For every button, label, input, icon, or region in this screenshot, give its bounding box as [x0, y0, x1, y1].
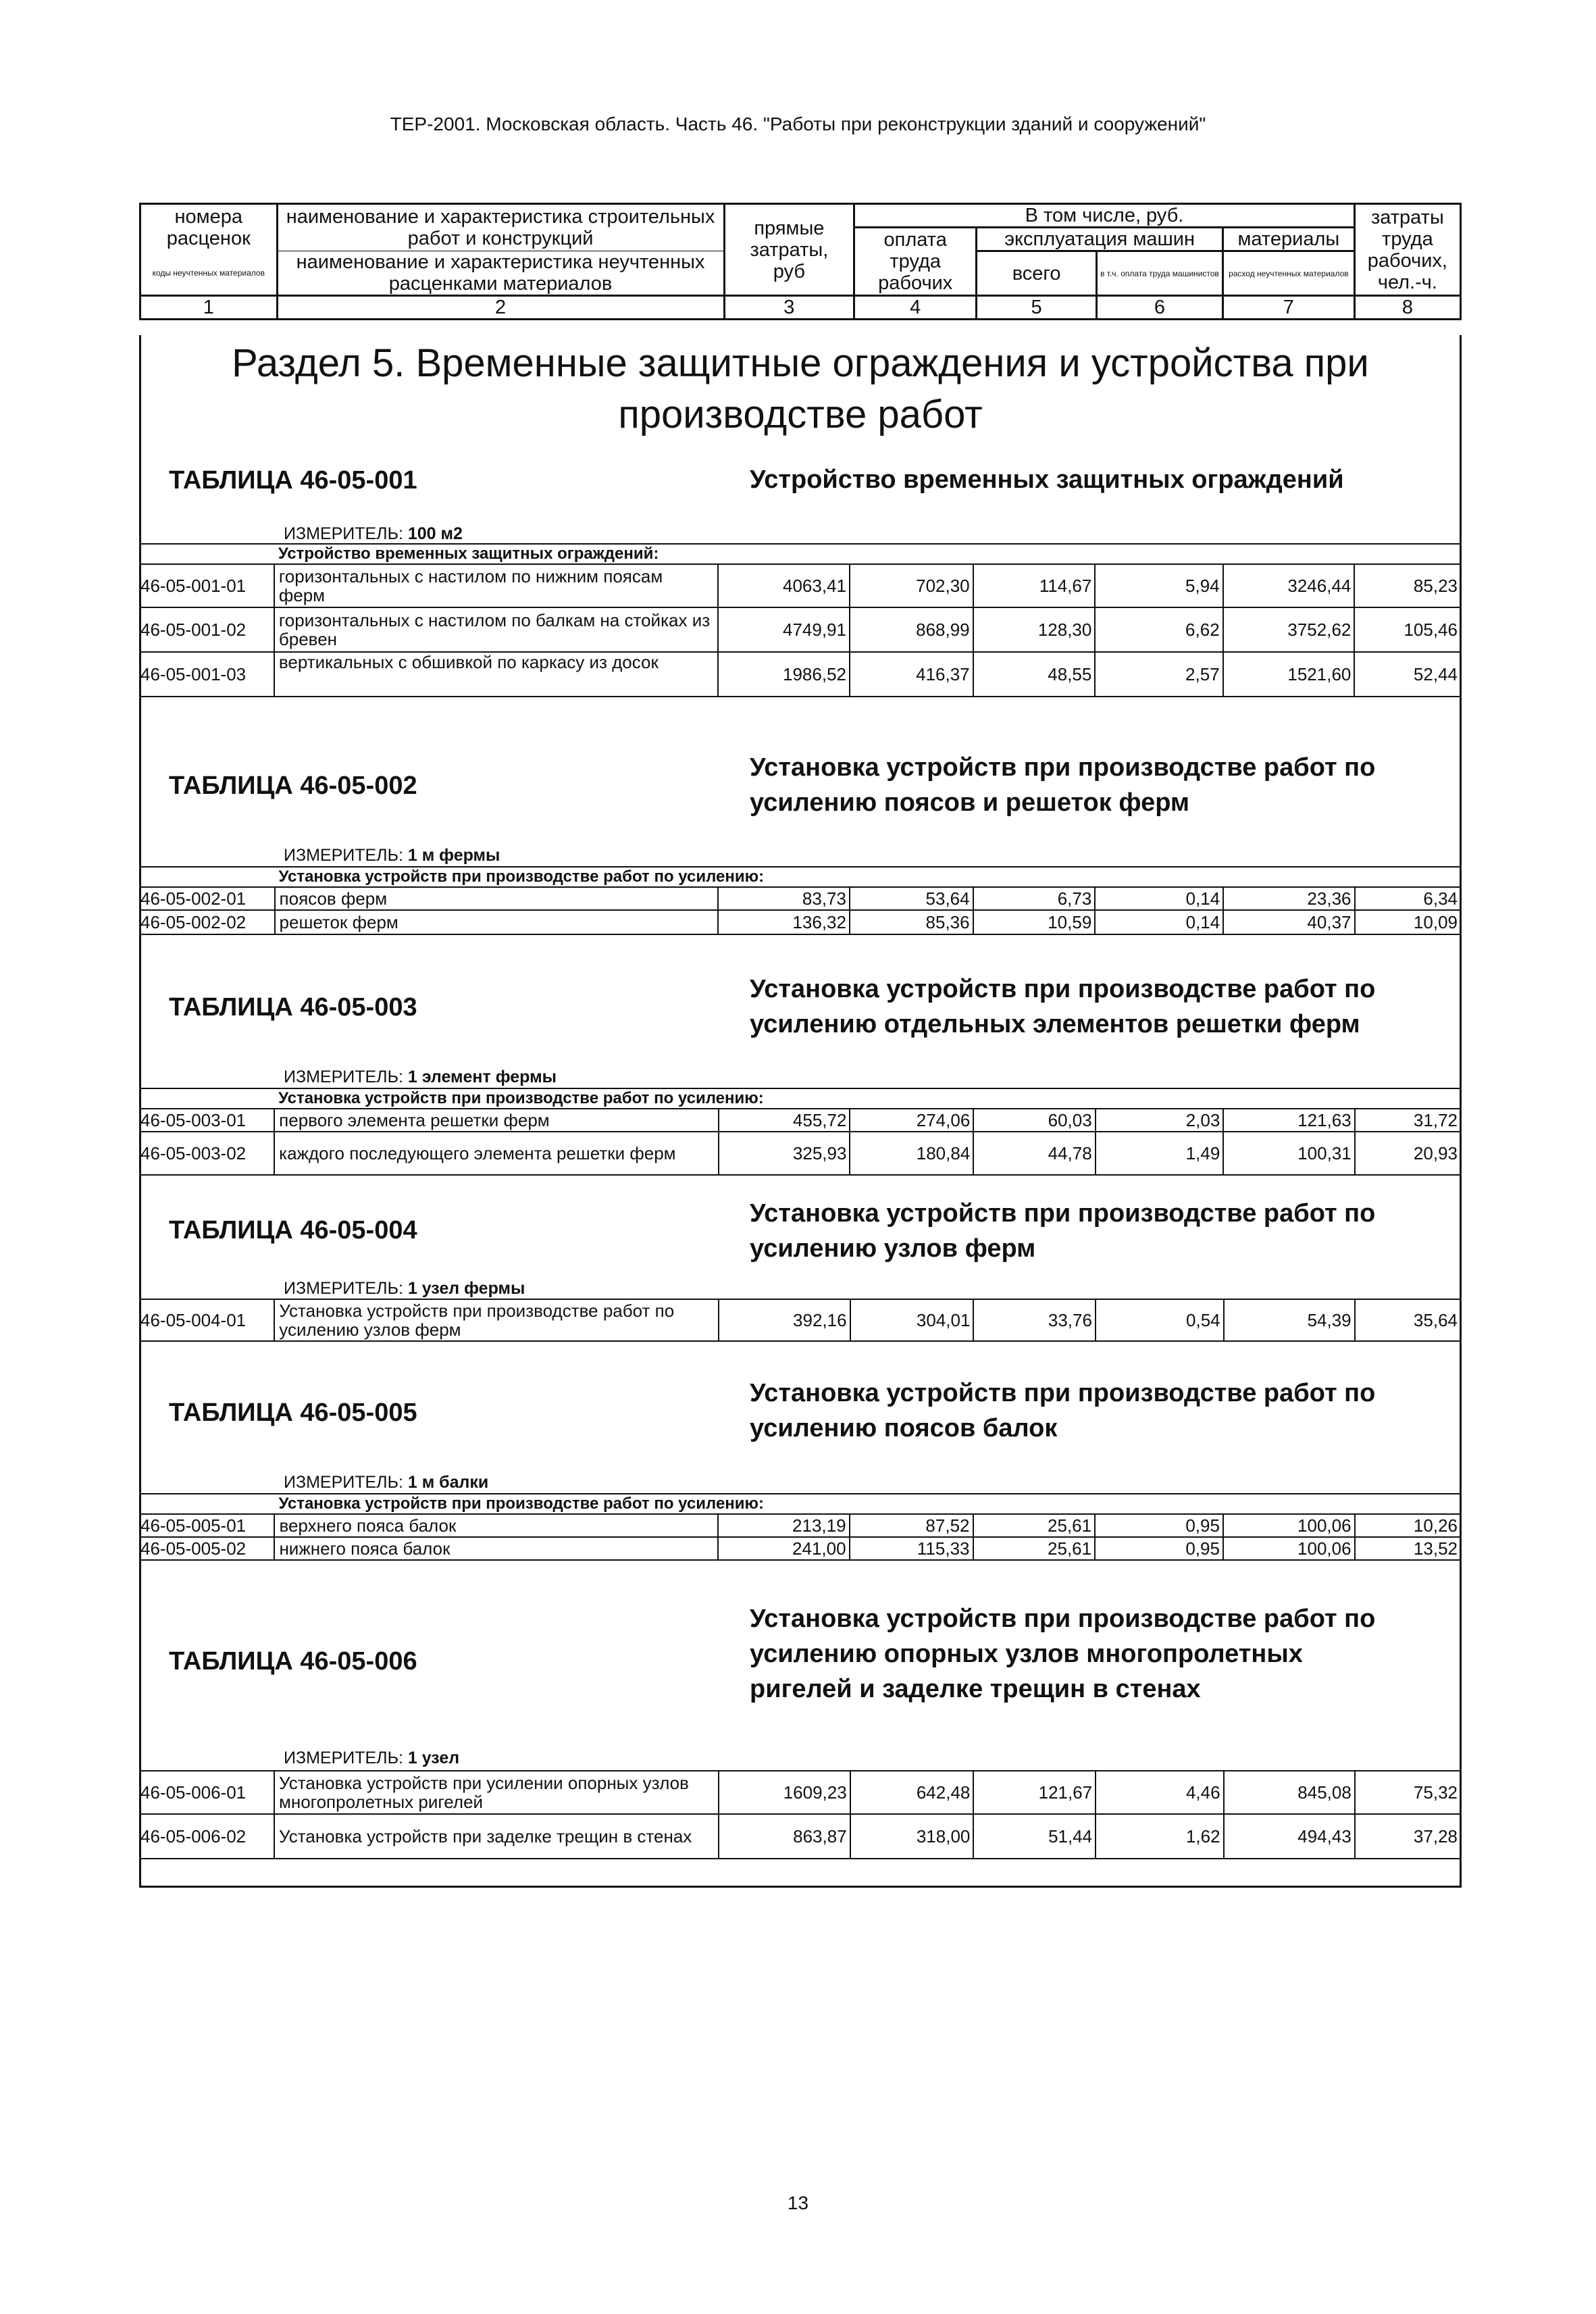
- col4-label-b: труда: [890, 251, 942, 272]
- rate-code: 46-05-001-03: [140, 652, 274, 697]
- labor-pay: 87,52: [850, 1514, 973, 1537]
- materials-header: материалы: [1222, 228, 1354, 251]
- rate-name: Установка устройств при производстве работ по усилению узлов ферм: [274, 1299, 719, 1341]
- column-number: 7: [1222, 296, 1354, 320]
- rate-name: верхнего пояса балок: [274, 1514, 718, 1537]
- machinists-pay: 0,14: [1095, 887, 1223, 910]
- direct-costs: 136,32: [718, 910, 850, 934]
- column-number: 8: [1354, 296, 1460, 320]
- machinists-pay: 4,46: [1096, 1771, 1223, 1814]
- labor-pay: 180,84: [850, 1132, 973, 1175]
- rate-name: первого элемента решетки ферм: [274, 1109, 719, 1132]
- rate-code: 46-05-002-01: [140, 887, 275, 910]
- rates-table: [139, 866, 1462, 935]
- group-title: Устройство временных защитных ограждений:: [274, 544, 1461, 564]
- rate-code: 46-05-006-02: [140, 1814, 274, 1859]
- machines-total: 25,61: [973, 1537, 1096, 1560]
- col2-sub-label-a: наименование и характеристика неучтенных: [296, 251, 705, 273]
- col4-header: [854, 228, 977, 296]
- rate-name: вертикальных с обшивкой по каркасу из досок: [274, 652, 718, 697]
- table-title: [750, 972, 1375, 1042]
- machines-total: 121,67: [973, 1771, 1096, 1814]
- section-title-line2: производстве работ: [618, 393, 983, 436]
- table-title: [750, 1601, 1375, 1707]
- rate-code: 46-05-005-01: [140, 1514, 274, 1537]
- rate-name: Установка устройств при заделке трещин в стенах: [274, 1814, 719, 1859]
- machinists-pay: 0,54: [1096, 1299, 1224, 1341]
- labor-pay: 642,48: [850, 1771, 974, 1814]
- machinists-pay: 5,94: [1095, 564, 1222, 607]
- column-header-table: [139, 203, 1462, 320]
- rate-name: решеток ферм: [275, 910, 719, 934]
- table-title-line: Установка устройств при производстве работ по: [750, 975, 1376, 1003]
- rate-code: 46-05-001-01: [140, 564, 274, 607]
- materials: 100,31: [1223, 1132, 1354, 1175]
- col2-label-b: работ и конструкций: [407, 228, 594, 249]
- machinists-pay: 1,49: [1096, 1132, 1224, 1175]
- machinists-pay: 0,95: [1095, 1514, 1223, 1537]
- materials: 494,43: [1224, 1814, 1355, 1859]
- labor-pay: 416,37: [850, 652, 973, 697]
- machinists-pay: 6,62: [1095, 607, 1222, 652]
- machines-total: 44,78: [973, 1132, 1095, 1175]
- rates-table: [139, 543, 1462, 697]
- table-title-line: Установка устройств при производстве работ по: [750, 1199, 1376, 1228]
- group-spacer: [140, 1088, 274, 1109]
- table-row: [140, 1814, 1461, 1859]
- labor-pay: 274,06: [850, 1109, 973, 1132]
- machines-total: 51,44: [973, 1814, 1096, 1859]
- meter-label: ИЗМЕРИТЕЛЬ:: [284, 1473, 408, 1492]
- col7-header: расход неучтенных материалов: [1222, 251, 1354, 296]
- rate-code: 46-05-003-02: [140, 1132, 274, 1175]
- labor-pay: 53,64: [850, 887, 973, 910]
- labor-pay: 702,30: [850, 564, 973, 607]
- rate-name: горизонтальных с настилом по балкам на стойках из бревен: [274, 607, 718, 652]
- labor-hours: 52,44: [1354, 652, 1461, 697]
- col1-sub-header: коды неучтенных материалов: [140, 251, 278, 296]
- labor-hours: 85,23: [1354, 564, 1461, 607]
- materials: 100,06: [1223, 1537, 1355, 1560]
- column-number: 3: [724, 296, 854, 320]
- table-row: [140, 1771, 1461, 1814]
- rates-table: [139, 1493, 1462, 1561]
- machines-total: 114,67: [973, 564, 1096, 607]
- table-meter: [284, 1067, 557, 1087]
- table-title-line: усилению узлов ферм: [750, 1234, 1036, 1263]
- table-code: ТАБЛИЦА 46-05-005: [169, 1399, 417, 1427]
- section-title: [139, 338, 1462, 441]
- machinists-pay: 0,95: [1095, 1537, 1223, 1560]
- meter-value: 1 м балки: [407, 1473, 489, 1492]
- table-row: [140, 1299, 1461, 1341]
- table-title: [750, 1376, 1375, 1446]
- materials: 121,63: [1223, 1109, 1354, 1132]
- table-title: [750, 1196, 1375, 1266]
- table-meter: [284, 846, 500, 865]
- materials: 1521,60: [1223, 652, 1355, 697]
- col4-label-a: оплата: [883, 229, 947, 251]
- table-row: [140, 607, 1461, 652]
- col8-label-d: чел.-ч.: [1377, 271, 1437, 293]
- table-row: [140, 887, 1461, 910]
- col3-header: [724, 204, 854, 296]
- direct-costs: 241,00: [718, 1537, 850, 1560]
- labor-hours: 35,64: [1355, 1299, 1461, 1341]
- rate-code: 46-05-003-01: [140, 1109, 274, 1132]
- table-title-line: Установка устройств при производстве работ по: [750, 1379, 1376, 1407]
- section-title-line1: Раздел 5. Временные защитные ограждения и устройства при: [232, 341, 1369, 385]
- table-row: [140, 1109, 1461, 1132]
- document-header: ТЕР-2001. Московская область. Часть 46. "Работы при реконструкции зданий и сооружений": [390, 114, 1206, 134]
- rates-table: [139, 1299, 1462, 1342]
- direct-costs: 213,19: [718, 1514, 850, 1537]
- labor-hours: 20,93: [1355, 1132, 1461, 1175]
- direct-costs: 4063,41: [718, 564, 850, 607]
- materials: 100,06: [1223, 1514, 1355, 1537]
- col8-label-c: рабочих,: [1367, 249, 1447, 272]
- table-title-line: усилению отдельных элементов решетки ферм: [750, 1010, 1360, 1038]
- meter-value: 1 узел фермы: [407, 1279, 525, 1298]
- labor-pay: 318,00: [850, 1814, 974, 1859]
- rate-code: 46-05-002-02: [140, 910, 275, 934]
- group-spacer: [140, 867, 275, 887]
- col1-label-b: расценок: [166, 228, 251, 250]
- machines-header: эксплуатация машин: [977, 228, 1223, 251]
- column-number: 2: [277, 296, 724, 320]
- materials: 40,37: [1223, 910, 1354, 934]
- machinists-pay: 0,14: [1095, 910, 1223, 934]
- machinists-pay: 1,62: [1096, 1814, 1223, 1859]
- meter-label: ИЗМЕРИТЕЛЬ:: [284, 524, 408, 543]
- machines-total: 128,30: [973, 607, 1096, 652]
- col2-label-a: наименование и характеристика строительных: [286, 206, 715, 228]
- table-title-line: усилению опорных узлов многопролетных: [750, 1640, 1303, 1668]
- col2-sub-header: [277, 251, 724, 296]
- col2-header: [277, 204, 724, 251]
- direct-costs: 325,93: [719, 1132, 850, 1175]
- table-meter: [284, 1749, 459, 1768]
- col3-label-b: затраты,: [750, 238, 829, 261]
- table-row: [140, 1132, 1461, 1175]
- direct-costs: 1609,23: [719, 1771, 850, 1814]
- labor-hours: 75,32: [1355, 1771, 1461, 1814]
- column-number: 5: [977, 296, 1097, 320]
- col1-header: [140, 204, 278, 251]
- table-row: [140, 910, 1461, 934]
- rate-code: 46-05-006-01: [140, 1771, 274, 1814]
- direct-costs: 4749,91: [718, 607, 850, 652]
- labor-hours: 10,09: [1355, 910, 1462, 934]
- table-title: [750, 750, 1375, 820]
- group-title: Установка устройств при производстве работ по усилению:: [275, 867, 1461, 887]
- table-row: [140, 1537, 1461, 1560]
- materials: 23,36: [1223, 887, 1354, 910]
- labor-pay: 85,36: [850, 910, 973, 934]
- table-title-line: Установка устройств при производстве работ по: [750, 753, 1376, 782]
- rate-name: каждого последующего элемента решетки ферм: [274, 1132, 719, 1175]
- col8-label-b: труда: [1382, 228, 1433, 250]
- machines-total: 33,76: [973, 1299, 1095, 1341]
- materials: 3752,62: [1223, 607, 1355, 652]
- col3-label-a: прямые: [754, 217, 825, 239]
- direct-costs: 455,72: [719, 1109, 850, 1132]
- rates-table: [139, 1088, 1462, 1176]
- table-title-line: ригелей и заделке трещин в стенах: [750, 1675, 1201, 1703]
- table-code: ТАБЛИЦА 46-05-002: [169, 772, 417, 800]
- labor-hours: 10,26: [1355, 1514, 1461, 1537]
- labor-hours: 13,52: [1355, 1537, 1461, 1560]
- table-code: ТАБЛИЦА 46-05-001: [169, 466, 417, 495]
- meter-label: ИЗМЕРИТЕЛЬ:: [284, 1749, 408, 1767]
- table-row: [140, 652, 1461, 697]
- table-code: ТАБЛИЦА 46-05-006: [169, 1647, 417, 1676]
- col6-header: в т.ч. оплата труда машинистов: [1096, 251, 1222, 296]
- labor-hours: 6,34: [1355, 887, 1462, 910]
- table-meter: [284, 524, 463, 544]
- meter-value: 100 м2: [407, 524, 463, 543]
- table-meter: [284, 1279, 525, 1299]
- column-number: 4: [854, 296, 977, 320]
- machines-total: 6,73: [973, 887, 1096, 910]
- col8-header: [1354, 204, 1460, 296]
- rate-code: 46-05-004-01: [140, 1299, 274, 1341]
- column-number: 1: [140, 296, 278, 320]
- table-row: [140, 564, 1461, 607]
- labor-pay: 304,01: [850, 1299, 974, 1341]
- meter-value: 1 узел: [407, 1749, 460, 1767]
- rate-name: нижнего пояса балок: [274, 1537, 718, 1560]
- meter-label: ИЗМЕРИТЕЛЬ:: [284, 846, 408, 865]
- meter-label: ИЗМЕРИТЕЛЬ:: [284, 1067, 408, 1086]
- rate-name: Установка устройств при усилении опорных узлов многопролетных ригелей: [274, 1771, 719, 1814]
- group-title: Установка устройств при производстве работ по усилению:: [274, 1088, 1461, 1109]
- group-spacer: [140, 1494, 274, 1514]
- col1-label-a: номера: [174, 206, 242, 228]
- meter-value: 1 элемент фермы: [407, 1067, 557, 1086]
- rate-code: 46-05-005-02: [140, 1537, 274, 1560]
- rate-name: горизонтальных с настилом по нижним поясам ферм: [274, 564, 718, 607]
- table-meter: [284, 1473, 488, 1492]
- table-title-line: Установка устройств при производстве работ по: [750, 1605, 1376, 1633]
- materials: 54,39: [1224, 1299, 1355, 1341]
- col8-label-a: затраты: [1370, 206, 1444, 228]
- col2-sub-label-b: расценками материалов: [388, 273, 613, 295]
- machinists-pay: 2,57: [1095, 652, 1222, 697]
- labor-pay: 868,99: [850, 607, 973, 652]
- rate-name: поясов ферм: [275, 887, 719, 910]
- column-number-row: [140, 296, 1461, 320]
- rate-code: 46-05-001-02: [140, 607, 274, 652]
- labor-hours: 31,72: [1355, 1109, 1461, 1132]
- table-title-line: усилению поясов и решеток ферм: [750, 788, 1190, 817]
- machines-total: 10,59: [973, 910, 1096, 934]
- meter-label: ИЗМЕРИТЕЛЬ:: [284, 1279, 408, 1298]
- rates-table: [139, 1770, 1462, 1859]
- meter-value: 1 м фермы: [407, 846, 500, 865]
- group-title: Установка устройств при производстве работ по усилению:: [274, 1494, 1461, 1514]
- machines-total: 60,03: [973, 1109, 1095, 1132]
- page-number: 13: [787, 2192, 809, 2213]
- table-row: [140, 1514, 1461, 1537]
- direct-costs: 1986,52: [718, 652, 850, 697]
- col5-header: всего: [977, 251, 1097, 296]
- table-code: ТАБЛИЦА 46-05-004: [169, 1216, 417, 1244]
- in-total-header: В том числе, руб.: [854, 204, 1355, 228]
- table-title-line: усилению поясов балок: [750, 1414, 1058, 1442]
- machines-total: 48,55: [973, 652, 1096, 697]
- table-code: ТАБЛИЦА 46-05-003: [169, 993, 417, 1022]
- labor-hours: 37,28: [1355, 1814, 1461, 1859]
- materials: 845,08: [1224, 1771, 1355, 1814]
- labor-pay: 115,33: [850, 1537, 973, 1560]
- labor-hours: 105,46: [1354, 607, 1461, 652]
- group-spacer: [140, 544, 274, 564]
- direct-costs: 392,16: [719, 1299, 850, 1341]
- machines-total: 25,61: [973, 1514, 1096, 1537]
- table-title: Устройство временных защитных ограждений: [750, 466, 1344, 494]
- materials: 3246,44: [1223, 564, 1355, 607]
- direct-costs: 863,87: [719, 1814, 850, 1859]
- machinists-pay: 2,03: [1096, 1109, 1224, 1132]
- direct-costs: 83,73: [718, 887, 850, 910]
- col4-label-c: рабочих: [878, 272, 953, 294]
- col3-label-c: руб: [773, 260, 805, 282]
- column-number: 6: [1096, 296, 1222, 320]
